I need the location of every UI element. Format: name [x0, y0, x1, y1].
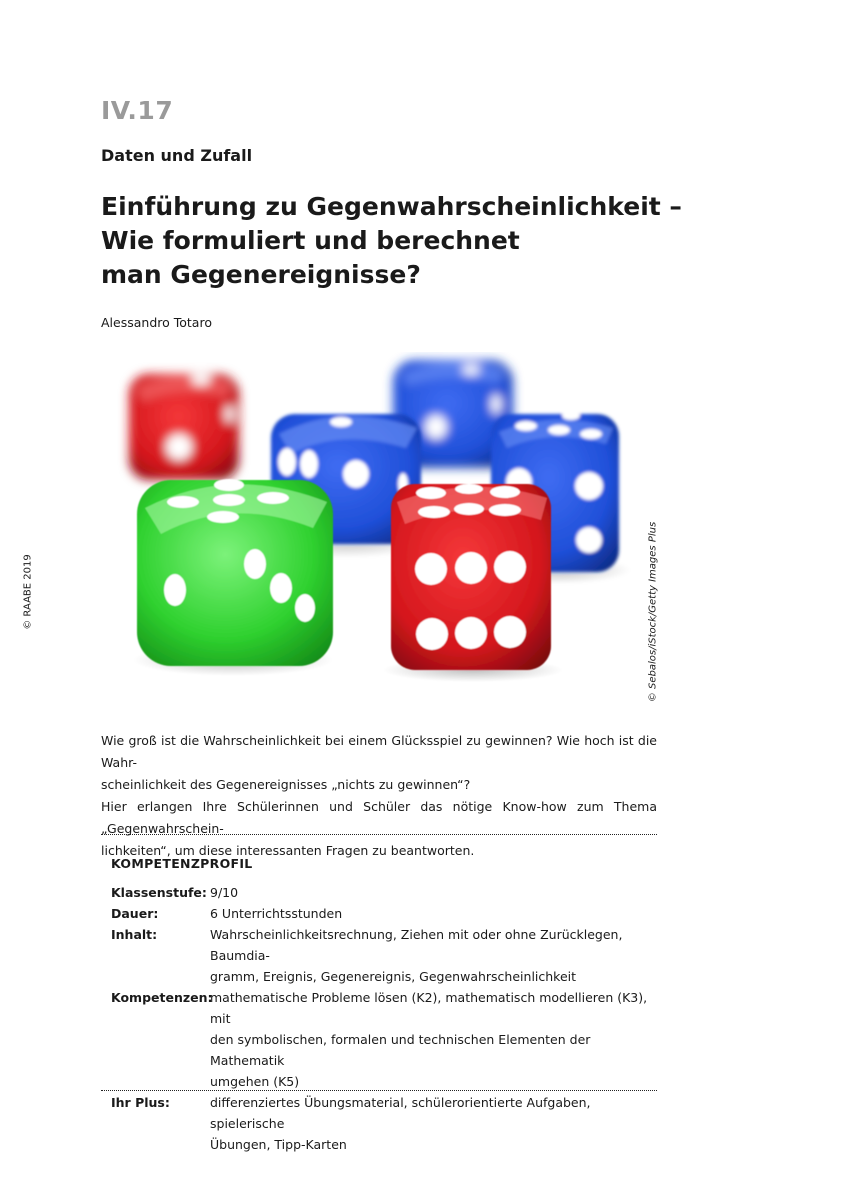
kp-value [210, 882, 651, 903]
kp-label: Ihr Plus: [111, 1095, 170, 1110]
kp-row-kompetenzen [111, 987, 651, 1092]
document-title [101, 190, 682, 292]
kp-value [210, 924, 651, 987]
intro-line: Hier erlangen Ihre Schülerinnen und Schüler das nötige Know-how zum Thema „Gegenwahrschein- [101, 799, 657, 836]
kp-row-ihr-plus [111, 1092, 651, 1155]
red-die-far [129, 374, 239, 480]
kp-value-line: Übungen, Tipp-Karten [210, 1137, 347, 1152]
red-die-front [383, 484, 563, 682]
kp-value-line: den symbolischen, formalen und technischen Elementen der Mathematik [210, 1032, 591, 1068]
author-name: Alessandro Totaro [101, 315, 212, 330]
kp-label: Kompetenzen: [111, 990, 213, 1005]
kp-value [210, 987, 651, 1092]
title-line: man Gegenereignisse? [101, 260, 421, 289]
title-line: Wie formuliert und berechnet [101, 226, 520, 255]
image-credit: © Sebalos/iStock/Getty Images Plus [647, 521, 659, 703]
kp-value-line: Wahrscheinlichkeitsrechnung, Ziehen mit oder ohne Zurücklegen, Baumdia- [210, 927, 623, 963]
section-code: IV.17 [101, 96, 174, 125]
kompetenzprofil-table [111, 882, 651, 1155]
kp-value [210, 903, 651, 924]
kp-label: Klassenstufe: [111, 885, 207, 900]
title-line: Einführung zu Gegenwahrscheinlichkeit – [101, 192, 682, 221]
kp-value-line: gramm, Ereignis, Gegenereignis, Gegenwahrscheinlichkeit [210, 969, 577, 984]
kp-row-dauer [111, 903, 651, 924]
intro-line: lichkeiten“, um diese interessanten Fragen zu beantworten. [101, 843, 475, 858]
kp-row-klassenstufe [111, 882, 651, 903]
dice-photo [101, 352, 634, 682]
divider-bottom [101, 1090, 657, 1091]
kp-value-line: umgehen (K5) [210, 1074, 300, 1089]
kp-value-line: mathematische Probleme lösen (K2), mathematisch modellieren (K3), mit [210, 990, 648, 1026]
intro-line: scheinlichkeit des Gegenereignisses „nichts zu gewinnen“? [101, 777, 471, 792]
copyright-notice: © RAABE 2019 [22, 554, 34, 630]
kp-value-line: 6 Unterrichtsstunden [210, 906, 343, 921]
kp-label: Dauer: [111, 906, 159, 921]
divider-top [101, 834, 657, 835]
intro-text [101, 730, 657, 862]
green-die [133, 479, 333, 676]
intro-line: Wie groß ist die Wahrscheinlichkeit bei einem Glücksspiel zu gewinnen? Wie hoch ist die Wahr- [101, 733, 657, 770]
kompetenzprofil-heading: KOMPETENZPROFIL [111, 856, 253, 871]
kp-value-line: differenziertes Übungsmaterial, schülerorientierte Aufgaben, spielerische [210, 1095, 591, 1131]
kp-row-inhalt [111, 924, 651, 987]
category-label: Daten und Zufall [101, 146, 253, 165]
kp-label: Inhalt: [111, 927, 158, 942]
kp-value [210, 1092, 651, 1155]
kp-value-line: 9/10 [210, 885, 239, 900]
